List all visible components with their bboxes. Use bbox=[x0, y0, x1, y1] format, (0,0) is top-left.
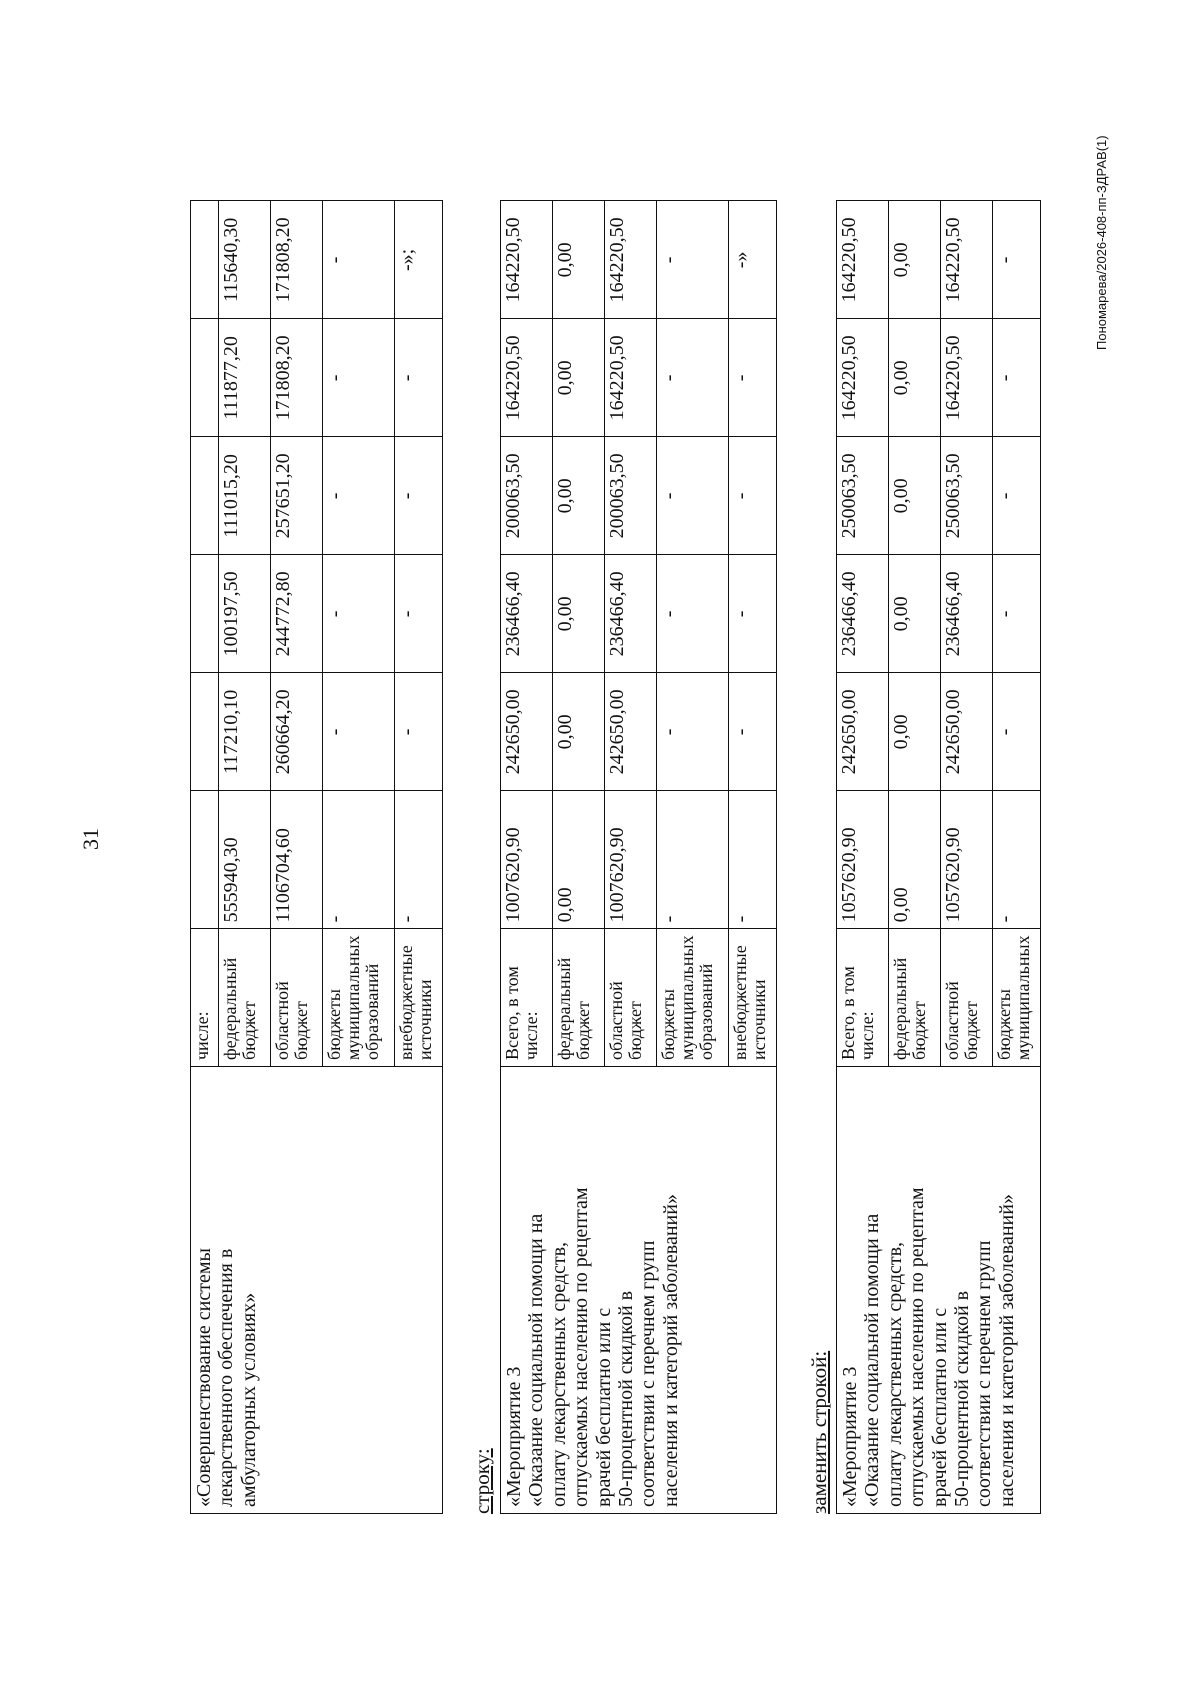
amount-cell: 100197,50 bbox=[219, 555, 271, 673]
amount-cell: 164220,50 bbox=[941, 319, 993, 437]
amount-cell: 115640,30 bbox=[219, 201, 271, 319]
amount-cell: 0,00 bbox=[889, 437, 941, 555]
amount-cell: 0,00 bbox=[553, 201, 605, 319]
description-line: соответствии с перечнем групп bbox=[973, 1240, 996, 1507]
amount-cell: 164220,50 bbox=[941, 201, 993, 319]
amount-cell: - bbox=[993, 437, 1041, 555]
description-line: врачей бесплатно или с bbox=[592, 1307, 615, 1507]
description-line: «Мероприятие 3 bbox=[503, 1366, 525, 1507]
description-line: соответствии с перечнем групп bbox=[637, 1240, 660, 1507]
amount-cell: 260664,20 bbox=[271, 673, 323, 791]
funding-source-line: числе: bbox=[856, 1011, 877, 1060]
amount-cell: 1106704,60 bbox=[271, 791, 323, 929]
amount-cell: 257651,20 bbox=[271, 437, 323, 555]
footer-document-code: Пономарева/2026-408-пп-ЗДРАВ(1) bbox=[1094, 135, 1109, 350]
funding-source-line: бюджет bbox=[572, 1001, 593, 1060]
funding-source-line: источники bbox=[748, 979, 769, 1060]
amount-cell: 236466,40 bbox=[837, 555, 889, 673]
measure-description-cell bbox=[191, 1067, 443, 1514]
description-line: отпускаемых населению по рецептам bbox=[570, 1187, 593, 1507]
description-line: лекарственного обеспечения в bbox=[215, 1248, 238, 1507]
funding-source-cell bbox=[271, 929, 323, 1067]
amount-cell: - bbox=[323, 673, 395, 791]
funding-source-line: числе: bbox=[520, 1011, 541, 1060]
funding-source-line: бюджет bbox=[908, 1001, 929, 1060]
measure-description-cell bbox=[837, 1067, 1041, 1514]
amount-cell: - bbox=[657, 201, 729, 319]
amount-cell: 0,00 bbox=[889, 673, 941, 791]
budget-table-context bbox=[190, 200, 443, 1514]
funding-source-cell bbox=[889, 929, 941, 1067]
amount-cell: 0,00 bbox=[889, 791, 941, 929]
funding-source-cell bbox=[993, 929, 1041, 1067]
amount-cell: 242650,00 bbox=[605, 673, 657, 791]
description-line: населения и категорий заболеваний» bbox=[995, 1194, 1018, 1507]
amount-cell: 164220,50 bbox=[605, 319, 657, 437]
amount-cell bbox=[191, 673, 219, 791]
description-line: «Оказание социальной помощи на bbox=[861, 1213, 884, 1507]
amount-cell: 555940,30 bbox=[219, 791, 271, 929]
amount-cell: 1057620,90 bbox=[941, 791, 993, 929]
amount-cell: - bbox=[395, 437, 443, 555]
funding-source-cell bbox=[657, 929, 729, 1067]
amount-cell: 0,00 bbox=[553, 555, 605, 673]
amount-cell: 242650,00 bbox=[501, 673, 553, 791]
amount-cell: 164220,50 bbox=[605, 201, 657, 319]
funding-source-line: бюджет bbox=[960, 1001, 981, 1060]
amount-cell: 250063,50 bbox=[941, 437, 993, 555]
amount-cell: - bbox=[657, 437, 729, 555]
amount-cell bbox=[191, 437, 219, 555]
amount-cell bbox=[191, 791, 219, 929]
table-row bbox=[191, 201, 219, 1514]
amount-cell: 111015,20 bbox=[219, 437, 271, 555]
description-line: 50-процентной скидкой в bbox=[950, 1290, 973, 1507]
funding-source-cell bbox=[729, 929, 777, 1067]
amount-cell: 200063,50 bbox=[501, 437, 553, 555]
funding-source-line: Всего, в том bbox=[502, 966, 522, 1060]
funding-source-line: областной bbox=[272, 981, 292, 1060]
amount-cell: 171808,20 bbox=[271, 201, 323, 319]
amount-cell: 1007620,90 bbox=[605, 791, 657, 929]
page-number: 31 bbox=[78, 828, 103, 850]
funding-source-line: образований bbox=[361, 963, 382, 1060]
amount-cell: - bbox=[323, 437, 395, 555]
funding-source-line: бюджет bbox=[238, 1001, 259, 1060]
amount-cell: - bbox=[395, 555, 443, 673]
amount-cell: 164220,50 bbox=[837, 201, 889, 319]
funding-source-line: федеральный bbox=[220, 957, 240, 1060]
amount-cell: 200063,50 bbox=[605, 437, 657, 555]
funding-source-line: муниципальных bbox=[676, 935, 697, 1060]
amount-cell: 171808,20 bbox=[271, 319, 323, 437]
amount-cell bbox=[191, 201, 219, 319]
measure-description-cell bbox=[501, 1067, 777, 1514]
amount-cell: - bbox=[657, 555, 729, 673]
description-line: отпускаемых населению по рецептам bbox=[906, 1187, 929, 1507]
amount-cell: 236466,40 bbox=[501, 555, 553, 673]
amount-cell: - bbox=[323, 791, 395, 929]
description-line: «Мероприятие 3 bbox=[839, 1366, 861, 1507]
table-row bbox=[501, 201, 553, 1514]
funding-source-line: бюджет bbox=[290, 1001, 311, 1060]
description-line: врачей бесплатно или с bbox=[928, 1307, 951, 1507]
amount-cell: 0,00 bbox=[553, 319, 605, 437]
amount-cell: - bbox=[395, 791, 443, 929]
amount-cell: - bbox=[323, 319, 395, 437]
funding-source-cell bbox=[323, 929, 395, 1067]
description-line: оплату лекарственных средств, bbox=[883, 1241, 906, 1507]
funding-source-line: областной bbox=[606, 981, 626, 1060]
amount-cell: - bbox=[395, 673, 443, 791]
amount-cell: - bbox=[729, 791, 777, 929]
funding-source-line: муниципальных bbox=[1012, 935, 1033, 1060]
amount-cell: - bbox=[729, 555, 777, 673]
description-line: «Совершенствование системы bbox=[193, 1248, 215, 1507]
amount-cell: 236466,40 bbox=[941, 555, 993, 673]
funding-source-cell bbox=[395, 929, 443, 1067]
funding-source-line: федеральный bbox=[890, 957, 910, 1060]
amount-cell: -»; bbox=[395, 201, 443, 319]
amount-cell: 242650,00 bbox=[941, 673, 993, 791]
amount-cell: 0,00 bbox=[889, 319, 941, 437]
amount-cell: - bbox=[993, 555, 1041, 673]
amount-cell: - bbox=[657, 319, 729, 437]
amount-cell: - bbox=[323, 555, 395, 673]
funding-source-line: образований bbox=[695, 963, 716, 1060]
funding-source-cell bbox=[605, 929, 657, 1067]
amount-cell: 1007620,90 bbox=[501, 791, 553, 929]
amount-cell: - bbox=[993, 791, 1041, 929]
amount-cell: 164220,50 bbox=[837, 319, 889, 437]
funding-source-line: бюджеты bbox=[658, 989, 678, 1060]
amount-cell: - bbox=[993, 673, 1041, 791]
amount-cell: - bbox=[323, 201, 395, 319]
funding-source-cell bbox=[191, 929, 219, 1067]
amount-cell: 250063,50 bbox=[837, 437, 889, 555]
funding-source-line: внебюджетные bbox=[396, 945, 416, 1060]
intro-new-row-label: заменить строкой: bbox=[807, 1350, 831, 1514]
intro-old-row-label: строку: bbox=[470, 1448, 494, 1514]
funding-source-line: бюджеты bbox=[324, 989, 344, 1060]
amount-cell: 0,00 bbox=[889, 555, 941, 673]
description-line: населения и категорий заболеваний» bbox=[659, 1194, 682, 1507]
funding-source-line: федеральный bbox=[554, 957, 574, 1060]
description-line: амбулаторных условиях» bbox=[237, 1292, 260, 1507]
funding-source-line: Всего, в том bbox=[838, 966, 858, 1060]
amount-cell bbox=[191, 319, 219, 437]
amount-cell: 0,00 bbox=[553, 791, 605, 929]
funding-source-cell bbox=[837, 929, 889, 1067]
amount-cell: - bbox=[993, 201, 1041, 319]
amount-cell: 117210,10 bbox=[219, 673, 271, 791]
amount-cell: 111877,20 bbox=[219, 319, 271, 437]
funding-source-line: числе: bbox=[192, 1011, 212, 1060]
funding-source-cell bbox=[501, 929, 553, 1067]
funding-source-line: бюджеты bbox=[994, 989, 1014, 1060]
amount-cell: - bbox=[993, 319, 1041, 437]
funding-source-cell bbox=[553, 929, 605, 1067]
funding-source-line: внебюджетные bbox=[730, 945, 750, 1060]
description-line: «Оказание социальной помощи на bbox=[525, 1213, 548, 1507]
amount-cell: 0,00 bbox=[553, 437, 605, 555]
budget-table-new-row bbox=[836, 200, 1041, 1514]
amount-cell: 1057620,90 bbox=[837, 791, 889, 929]
amount-cell: - bbox=[729, 673, 777, 791]
description-line: 50-процентной скидкой в bbox=[614, 1290, 637, 1507]
description-line: оплату лекарственных средств, bbox=[547, 1241, 570, 1507]
amount-cell: 164220,50 bbox=[501, 201, 553, 319]
funding-source-line: источники bbox=[414, 979, 435, 1060]
amount-cell: 0,00 bbox=[553, 673, 605, 791]
amount-cell bbox=[191, 555, 219, 673]
amount-cell: 0,00 bbox=[889, 201, 941, 319]
amount-cell: 236466,40 bbox=[605, 555, 657, 673]
funding-source-line: областной bbox=[942, 981, 962, 1060]
amount-cell: 244772,80 bbox=[271, 555, 323, 673]
table-row bbox=[837, 201, 889, 1514]
funding-source-line: муниципальных bbox=[342, 935, 363, 1060]
amount-cell: - bbox=[395, 319, 443, 437]
amount-cell: 164220,50 bbox=[501, 319, 553, 437]
amount-cell: - bbox=[729, 437, 777, 555]
funding-source-cell bbox=[941, 929, 993, 1067]
funding-source-cell bbox=[219, 929, 271, 1067]
amount-cell: 242650,00 bbox=[837, 673, 889, 791]
amount-cell: -» bbox=[729, 201, 777, 319]
budget-table-old-row bbox=[500, 200, 777, 1514]
funding-source-line: бюджет bbox=[624, 1001, 645, 1060]
amount-cell: - bbox=[729, 319, 777, 437]
amount-cell: - bbox=[657, 673, 729, 791]
amount-cell: - bbox=[657, 791, 729, 929]
